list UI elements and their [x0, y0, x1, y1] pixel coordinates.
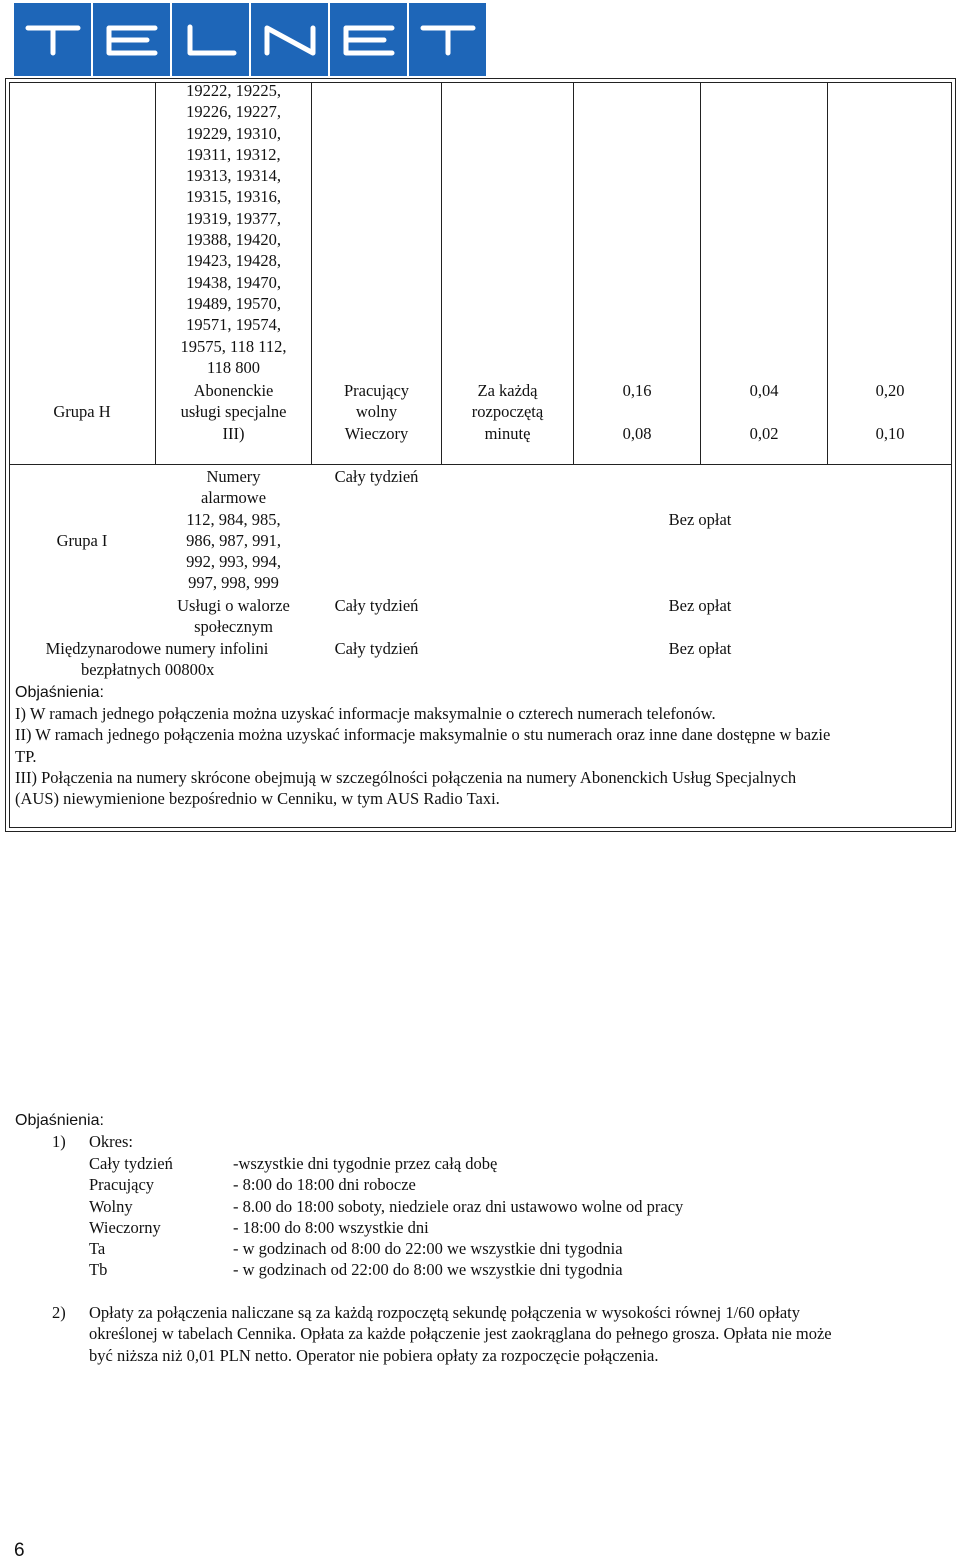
logo-glyph [417, 23, 479, 57]
table-notes [15, 703, 945, 809]
logo-glyph-path [346, 28, 392, 53]
period-term: Cały tydzień [89, 1154, 173, 1173]
unit-line: minutę [484, 423, 531, 443]
period-desc: - 8.00 do 18:00 soboty, niedziele oraz dni ustawowo wolne od pracy [233, 1196, 684, 1216]
price-cell: 0,20 [875, 381, 905, 400]
period-term: Pracujący [89, 1175, 155, 1195]
social-services-label [156, 595, 311, 638]
note-line: II) W ramach jednego połączenia można uzyskać informacje maksymalnie o stu numerach oraz inne dane dostępne w bazie [15, 725, 831, 745]
list-item [89, 1174, 683, 1195]
grid-line [573, 82, 574, 465]
note-line: III) Połączenia na numery skrócone obejmują w szczególności połączenia na numery Abonenckich Usług Specjalnych [15, 767, 797, 787]
table-notes-heading: Objaśnienia: [15, 684, 104, 701]
code-line: 19438, 19470, [186, 272, 281, 292]
service-line: Abonenckie [193, 381, 274, 400]
price-cell: 0,04 [749, 381, 779, 400]
period-term: Tb [89, 1260, 108, 1280]
intl-line: bezpłatnych 00800x [81, 660, 215, 680]
periods-label [312, 380, 441, 444]
code-line: 118 800 [206, 357, 260, 377]
logo-glyph [101, 23, 163, 57]
period-line: wolny [355, 402, 398, 422]
rule-line: określonej w tabelach Cennika. Opłata za każde połączenie jest zaokrąglana do pełnego grosza. Opłata nie może [89, 1324, 832, 1344]
note-line: (AUS) niewymienione bezpośrednio w Cenniku, w tym AUS Radio Taxi. [15, 789, 500, 809]
price-cell: 0,16 [622, 381, 652, 400]
logo-letter-n [251, 3, 328, 76]
period-desc: - w godzinach od 22:00 do 8:00 we wszystkie dni tygodnia [233, 1260, 623, 1280]
billing-unit-label [442, 380, 573, 444]
code-line: 19319, 19377, [186, 208, 281, 228]
free-label: Bez opłat [668, 639, 732, 658]
logo-glyph-path [267, 28, 313, 53]
billing-rules [89, 1302, 949, 1366]
unit-line: Za każdą [477, 381, 538, 400]
special-codes-list [156, 80, 311, 378]
period-whole-week: Cały tydzień [334, 639, 419, 658]
period-desc: -wszystkie dni tygodnie przez całą dobę [233, 1154, 498, 1173]
logo-letter-t [14, 3, 91, 76]
logo-letter-l [172, 3, 249, 76]
period-whole-week: Cały tydzień [334, 596, 419, 615]
intl-freephone-label [14, 638, 300, 681]
logo-glyph [338, 23, 400, 57]
emergency-line: 112, 984, 985, [186, 509, 281, 529]
page-number: 6 [14, 1540, 25, 1561]
logo-glyph-path [28, 28, 78, 53]
grid-line [827, 82, 828, 465]
list-number: 1) [52, 1132, 66, 1151]
period-line: Pracujący [343, 381, 410, 400]
code-line: 19222, 19225, [186, 81, 281, 100]
emergency-numbers-label [156, 466, 311, 594]
group-i-label: Grupa I [56, 531, 108, 550]
list-item [89, 1217, 683, 1238]
period-desc: - 8:00 do 18:00 dni robocze [233, 1175, 416, 1195]
list-number: 2) [52, 1303, 66, 1322]
list-item [89, 1196, 683, 1217]
unit-line: rozpoczętą [471, 402, 544, 422]
emergency-line: 992, 993, 994, [186, 552, 281, 572]
period-term: Wieczorny [89, 1217, 161, 1237]
social-line: Usługi o walorze [177, 596, 290, 615]
code-line: 19388, 19420, [186, 230, 281, 250]
code-line: 19315, 19316, [186, 187, 281, 207]
logo-glyph [180, 23, 242, 57]
period-whole-week: Cały tydzień [334, 467, 419, 486]
telnet-logo [14, 3, 488, 76]
emergency-line: 986, 987, 991, [186, 530, 281, 550]
logo-letter-e [330, 3, 407, 76]
intl-line: Międzynarodowe numery infolini [45, 639, 269, 658]
list-item [89, 1259, 683, 1280]
price-cell: 0,02 [749, 424, 779, 443]
logo-letter-e [93, 3, 170, 76]
service-line: usługi specjalne [180, 402, 287, 422]
emergency-line: Numery [206, 467, 261, 486]
logo-glyph-path [109, 28, 155, 53]
period-line: Wieczory [344, 423, 409, 443]
period-definitions [89, 1153, 683, 1281]
explanations-heading: Objaśnienia: [15, 1112, 104, 1129]
period-desc: - w godzinach od 8:00 do 22:00 we wszystkie dni tygodnia [233, 1239, 623, 1259]
code-line: 19311, 19312, [186, 144, 281, 164]
logo-glyph [22, 23, 84, 57]
code-line: 19571, 19574, [186, 315, 281, 335]
period-heading: Okres: [89, 1132, 133, 1151]
price-cell: 0,08 [622, 424, 652, 443]
grid-line [700, 82, 701, 465]
group-h-label: Grupa H [53, 402, 111, 421]
logo-glyph-path [190, 27, 234, 53]
list-item [89, 1153, 683, 1174]
emergency-line: 997, 998, 999 [188, 573, 279, 593]
service-line: III) [222, 423, 245, 443]
special-services-label [156, 380, 311, 444]
free-label: Bez opłat [668, 596, 732, 615]
list-item [89, 1238, 683, 1259]
note-line: TP. [15, 746, 37, 766]
period-desc: - 18:00 do 8:00 wszystkie dni [233, 1217, 429, 1237]
price-cell: 0,10 [875, 424, 905, 443]
note-line: I) W ramach jednego połączenia można uzyskać informacje maksymalnie o czterech numerach telefonów. [15, 704, 716, 723]
code-line: 19489, 19570, [186, 293, 281, 313]
code-line: 19229, 19310, [186, 123, 281, 143]
period-term: Wolny [89, 1196, 133, 1216]
code-line: 19313, 19314, [186, 166, 281, 186]
logo-glyph [259, 23, 321, 57]
emergency-line: alarmowe [200, 488, 267, 508]
rule-line: być niższa niż 0,01 PLN netto. Operator nie pobiera opłaty za rozpoczęcie połączenia. [89, 1345, 659, 1365]
code-line: 19226, 19227, [186, 102, 281, 122]
period-term: Ta [89, 1239, 106, 1259]
grid-line [9, 464, 952, 465]
code-line: 19575, 118 112, [180, 336, 287, 356]
logo-letter-t [409, 3, 486, 76]
social-line: społecznym [194, 617, 273, 637]
free-label: Bez opłat [668, 510, 732, 529]
code-line: 19423, 19428, [186, 251, 281, 271]
logo-glyph-path [423, 28, 473, 53]
rule-line: Opłaty za połączenia naliczane są za każdą rozpoczętą sekundę połączenia w wysokości równej 1/60 opłaty [89, 1303, 801, 1322]
